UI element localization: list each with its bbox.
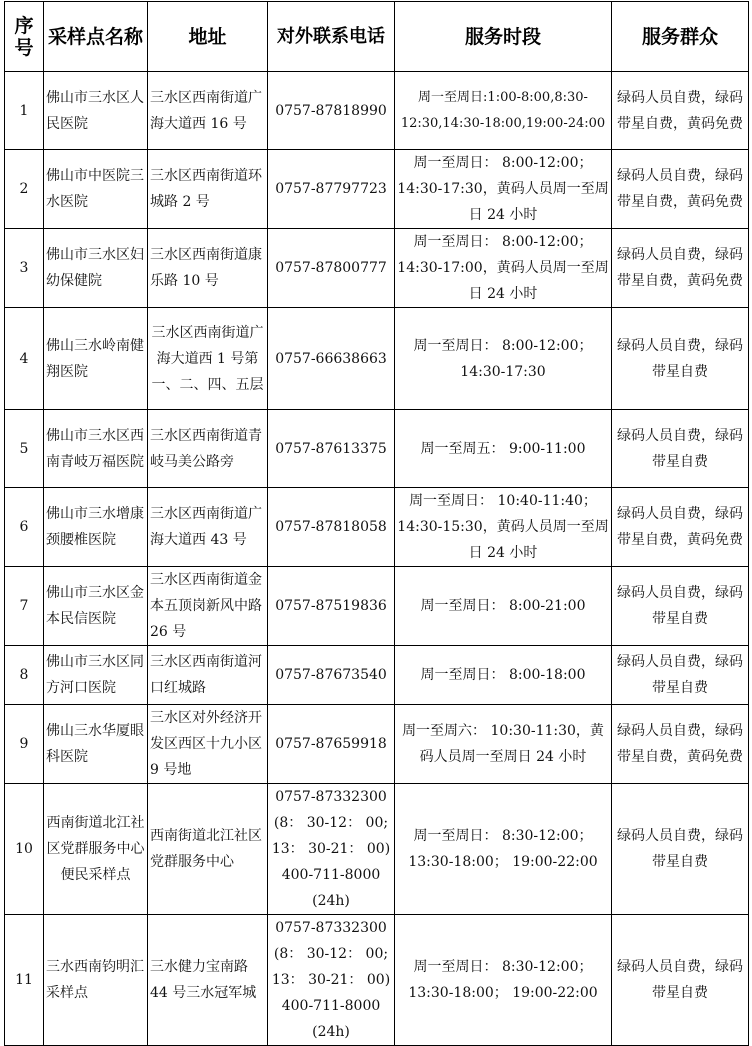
service-group: 绿码人员自费，绿码带星自费 bbox=[612, 915, 749, 1046]
table-row bbox=[5, 567, 749, 646]
site-name: 佛山市中医院三水医院 bbox=[44, 150, 148, 229]
service-group: 绿码人员自费，绿码带星自费，黄码免费 bbox=[612, 705, 749, 784]
site-name: 佛山三水华厦眼科医院 bbox=[44, 705, 148, 784]
row-index: 3 bbox=[5, 229, 44, 308]
row-index: 10 bbox=[5, 784, 44, 915]
site-phone bbox=[268, 646, 395, 705]
site-name: 佛山市三水区妇幼保健院 bbox=[44, 229, 148, 308]
table-row bbox=[5, 646, 749, 705]
table-row bbox=[5, 705, 749, 784]
phone-line: 0757-87519836 bbox=[275, 598, 387, 614]
site-phone bbox=[268, 784, 395, 915]
row-index: 4 bbox=[5, 308, 44, 410]
phone-line: (8： 30-12： 00; bbox=[273, 946, 389, 962]
phone-line: 0757-87797723 bbox=[275, 181, 387, 197]
service-hours: 周一至周日： 8:30-12:00；13:30-18:00； 19:00-22:00 bbox=[395, 784, 612, 915]
site-address: 三水区西南街道金本五顶岗新风中路 26 号 bbox=[148, 567, 268, 646]
table-row bbox=[5, 150, 749, 229]
header-row bbox=[5, 2, 749, 72]
site-address: 三水健力宝南路 44 号三水冠军城 bbox=[148, 915, 268, 1046]
table-row bbox=[5, 410, 749, 488]
phone-line: 0757-87659918 bbox=[275, 736, 387, 752]
site-name: 三水西南钧明汇采样点 bbox=[44, 915, 148, 1046]
phone-line: 0757-87818990 bbox=[275, 102, 387, 119]
header-phone: 对外联系电话 bbox=[268, 2, 395, 72]
service-hours: 周一至周日： 8:00-12:00；14:30-17:30，黄码人员周一至周日 24 小时 bbox=[395, 150, 612, 229]
table-row bbox=[5, 308, 749, 410]
table-row bbox=[5, 229, 749, 308]
site-address: 三水区西南街道环城路 2 号 bbox=[148, 150, 268, 229]
service-group: 绿码人员自费，绿码带星自费 bbox=[612, 784, 749, 915]
site-phone bbox=[268, 488, 395, 567]
phone-line: (24h) bbox=[312, 1024, 350, 1040]
phone-line: 0757-87332300 bbox=[275, 789, 387, 805]
row-index: 9 bbox=[5, 705, 44, 784]
service-group: 绿码人员自费，绿码带星自费，黄码免费 bbox=[612, 229, 749, 308]
service-hours: 周一至周日： 8:00-18:00 bbox=[395, 646, 612, 705]
site-address: 三水区西南街道青岐马美公路旁 bbox=[148, 410, 268, 488]
row-index: 5 bbox=[5, 410, 44, 488]
site-name: 佛山市三水区西南青岐万福医院 bbox=[44, 410, 148, 488]
service-group: 绿码人员自费，绿码带星自费 bbox=[612, 308, 749, 410]
service-group: 绿码人员自费，绿码带星自费 bbox=[612, 567, 749, 646]
header-name: 采样点名称 bbox=[44, 2, 148, 72]
service-hours: 周一至周日： 8:30-12:00；13:30-18:00； 19:00-22:00 bbox=[395, 915, 612, 1046]
row-index: 8 bbox=[5, 646, 44, 705]
site-address: 三水区西南街道广海大道西 1 号第一、二、四、五层 bbox=[148, 308, 268, 410]
row-index: 1 bbox=[5, 72, 44, 150]
site-address: 三水区对外经济开发区西区十九小区 9 号地 bbox=[148, 705, 268, 784]
header-hours: 服务时段 bbox=[395, 2, 612, 72]
table-body bbox=[5, 72, 749, 1046]
service-group: 绿码人员自费，绿码带星自费，黄码免费 bbox=[612, 488, 749, 567]
site-name: 佛山市三水区金本民信医院 bbox=[44, 567, 148, 646]
header-address: 地址 bbox=[148, 2, 268, 72]
service-hours: 周一至周六： 10:30-11:30，黄码人员周一至周日 24 小时 bbox=[395, 705, 612, 784]
service-hours: 周一至周日： 10:40-11:40；14:30-15:30，黄码人员周一至周日 24 小时 bbox=[395, 488, 612, 567]
table-row bbox=[5, 488, 749, 567]
site-address: 三水区西南街道广海大道西 43 号 bbox=[148, 488, 268, 567]
service-hours: 周一至周日： 8:00-12:00；14:30-17:30 bbox=[395, 308, 612, 410]
row-index: 6 bbox=[5, 488, 44, 567]
site-name: 佛山市三水区人民医院 bbox=[44, 72, 148, 150]
site-address: 西南街道北江社区党群服务中心 bbox=[148, 784, 268, 915]
phone-line: 0757-87613375 bbox=[275, 440, 387, 457]
service-hours: 周一至周日： 8:00-21:00 bbox=[395, 567, 612, 646]
row-index: 2 bbox=[5, 150, 44, 229]
site-address: 三水区西南街道广海大道西 16 号 bbox=[148, 72, 268, 150]
site-phone bbox=[268, 705, 395, 784]
table-row bbox=[5, 784, 749, 915]
service-hours: 周一至周日:1:00-8:00,8:30-12:30,14:30-18:00,19:00-24:00 bbox=[395, 72, 612, 150]
phone-line: 0757-87332300 bbox=[275, 920, 387, 936]
row-index: 7 bbox=[5, 567, 44, 646]
phone-line: 13： 30-21： 00) bbox=[271, 972, 391, 988]
phone-line: 400-711-8000 bbox=[281, 998, 381, 1014]
site-phone bbox=[268, 567, 395, 646]
table-row bbox=[5, 72, 749, 150]
phone-line: 0757-87800777 bbox=[275, 260, 387, 276]
sampling-sites-table bbox=[4, 1, 749, 1046]
phone-line: 0757-66638663 bbox=[275, 350, 387, 367]
phone-line: 400-711-8000 bbox=[281, 867, 381, 883]
site-name: 佛山市三水增康颈腰椎医院 bbox=[44, 488, 148, 567]
site-address: 三水区西南街道康乐路 10 号 bbox=[148, 229, 268, 308]
table-row bbox=[5, 915, 749, 1046]
site-address: 三水区西南街道河口红城路 bbox=[148, 646, 268, 705]
service-group: 绿码人员自费，绿码带星自费 bbox=[612, 646, 749, 705]
site-phone bbox=[268, 915, 395, 1046]
site-phone bbox=[268, 410, 395, 488]
header-index: 序号 bbox=[5, 2, 44, 72]
service-hours: 周一至周五： 9:00-11:00 bbox=[395, 410, 612, 488]
phone-line: 0757-87818058 bbox=[275, 519, 387, 535]
phone-line: (8： 30-12： 00; bbox=[273, 815, 389, 831]
service-group: 绿码人员自费，绿码带星自费，黄码免费 bbox=[612, 150, 749, 229]
site-phone bbox=[268, 72, 395, 150]
site-name: 佛山三水岭南健翔医院 bbox=[44, 308, 148, 410]
site-name: 佛山市三水区同方河口医院 bbox=[44, 646, 148, 705]
service-group: 绿码人员自费，绿码带星自费，黄码免费 bbox=[612, 72, 749, 150]
site-name: 西南街道北江社区党群服务中心便民采样点 bbox=[44, 784, 148, 915]
site-phone bbox=[268, 308, 395, 410]
phone-line: 0757-87673540 bbox=[275, 667, 387, 683]
row-index: 11 bbox=[5, 915, 44, 1046]
header-group: 服务群众 bbox=[612, 2, 749, 72]
site-phone bbox=[268, 150, 395, 229]
phone-line: (24h) bbox=[312, 893, 350, 909]
phone-line: 13： 30-21： 00) bbox=[271, 841, 391, 857]
service-group: 绿码人员自费，绿码带星自费 bbox=[612, 410, 749, 488]
site-phone bbox=[268, 229, 395, 308]
service-hours: 周一至周日： 8:00-12:00；14:30-17:00，黄码人员周一至周日 24 小时 bbox=[395, 229, 612, 308]
